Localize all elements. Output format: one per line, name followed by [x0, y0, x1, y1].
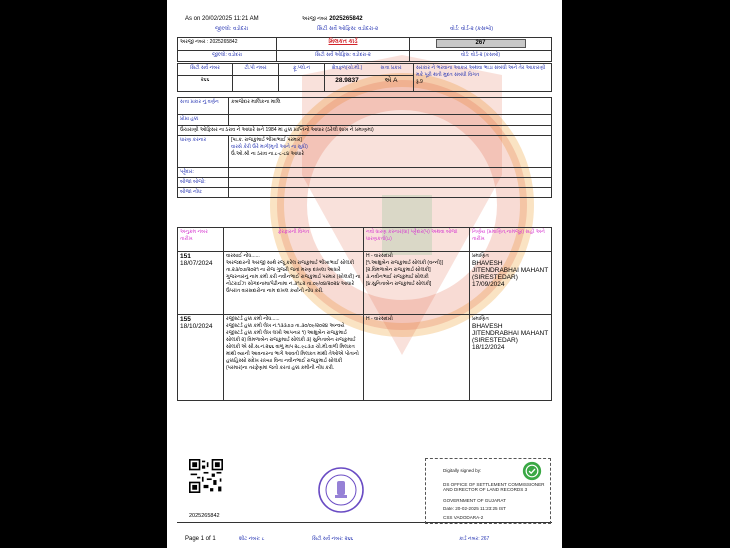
other-notes-label: બીજા નોંધ: — [178, 188, 229, 198]
card-ward: વોર્ડ: વોર્ડ-૨ (કસબો) — [410, 51, 552, 62]
signed-by-label: Digitally signed by: — [443, 468, 482, 473]
other-encumbrance-value — [229, 178, 552, 188]
lessee-label: પટ્ટેદાર: — [178, 168, 229, 178]
property-card-page — [167, 0, 562, 548]
details-line: રજીસ્ટર્ડ હક્ક કમી નોંધ...... — [226, 316, 280, 322]
card-number: 267 — [436, 39, 526, 48]
holder-line: ઉં.ઓ.શ્રી ના ઠરાવ ના.૮-૮-૮૪ આધારે — [231, 151, 304, 157]
col-area: ક્ષેત્રફળ(ચો.મી.) — [325, 64, 370, 76]
header-ward: વોર્ડ: વોર્ડ-૨ (કસબો) — [450, 26, 494, 32]
card-number-cell — [410, 38, 552, 51]
other-encumbrance-label: બીજા બોજો: — [178, 178, 229, 188]
holder-value — [229, 136, 552, 168]
details-line: અરજદારની અરજી સાથે રજૂ કરેલ રાજકુમાર્ઇ ભીખાભાઈ સોલંકી તા.૨૩/૦૭/૨૦૨૧ ના રોજ ગુજરી જતાં મરણ દાખલા આધારે ગુજરનારનું નામ કમી કરી નવીનભાઈ રાજકુમાર્ઇ પરમાર (સોલંકી) ના નોટરાઈઝ સોગંદનામા/પેઢીનામા નં.૩૧૮૨ તા.૦૯/૦૪/૨૦૨૪ આધારે ઉપરાંત વારસદારોના નામ દાખલ કર્યાની નોંધ કરી. — [226, 260, 361, 294]
assessment-header: સરકાર ને ભરવાના આકાર અથવા ભાડા સંબંધી અને તેર આકારણી મકે પૂરી થતી મુદત સંબંધી વિગત — [416, 65, 546, 78]
signer-name: DS OFFICE OF SETTLEMENT COMMISSIONER AND DIRECTOR OF LAND RECORDS 3 — [443, 482, 545, 492]
footer-card-text: કાર્ડ નંબર: 267 — [459, 536, 490, 542]
tenure-desc-value: કબજેદાર માલિકના માલિ — [229, 98, 552, 115]
col-tp-no: ટી.પી નંબર — [233, 64, 279, 76]
other-notes-value — [229, 188, 552, 198]
tenure-desc-label: સત્તા પ્રકાર નું વર્ણન — [178, 98, 229, 115]
card-title-text: મિલકત કાર્ડ — [328, 39, 358, 45]
holder-line: H - વારસદારો — [366, 253, 393, 259]
details-line: રજીસ્ટર્ડ હક્ક કમી લેખ નં.૧૩૩૭૭ તા.૩૦/૦૯/૨૦૨૪ અન્વયે રજીસ્ટર્ડ હક્ક કમી લેખ લખી આપનાર ૧) આશુબેન રાજકુમાર્ઇ સોલંકી ૨) વિમળાબેન રાજકુમાર્ઇ સોલંકી ૩) સુનિતાબેન રાજકુમાર્ઇ સોલંકી એ સી.સ.નં.૨૬૬ વાળુ માપ ૨૮.૯૮૩૭ ચો.મી.વાળી મિલકત માંથી વ્યાની આવનારના ભાગે આવતી મિલકત માંથી તેઓએ પોતાનો હક્કહિસ્સો સંદેખ રાખ્યા વિના નવીનભાઈ રાજકુમાર્ઇ સોલંકી (પરમાર)ના તરફેણમાં જતો કરતાં હક્ક કમીની નોંધ કરી. — [226, 323, 359, 371]
col-survey-no: સિટી સર્વે નંબર — [178, 64, 233, 76]
survey-no-value: ૨૬૬ — [178, 76, 233, 92]
signer-org: GOVERNMENT OF GUJARAT — [443, 498, 506, 503]
mutation-entry-no — [178, 315, 224, 401]
qr-number: 2025265842 — [189, 513, 220, 519]
mutation-decision — [470, 315, 552, 401]
signature-date: Date: 20-02-2025 11:23:25 IST — [443, 506, 506, 511]
header-application — [302, 16, 363, 22]
tp-no-value — [233, 76, 279, 92]
fp-no-value — [279, 76, 325, 92]
mutation-holders — [364, 252, 470, 315]
decision-officer: BHAVESH JITENDRABHAI MAHANT (SIRESTEDAR) — [472, 323, 549, 344]
footer-sheet: શીટ નંબર: ૮ — [239, 536, 265, 542]
easement-label: પ્રોપ્રા હક્ક — [178, 115, 229, 126]
card-title-table — [177, 37, 552, 62]
application-number: 2025265842 — [329, 16, 363, 22]
holder-line: [૨.વિમળાબેન રાજકુમાર્ઇ સોલંકી] — [366, 267, 431, 273]
holder-line: ૩.નવીનભાઈ રાજકુમાર્ઇ સોલંકી — [366, 274, 429, 280]
card-title — [277, 38, 410, 51]
decision-status: પ્રમાણિત — [472, 253, 489, 259]
mutation-row — [178, 252, 552, 315]
col-fp-no: ફૂ.પ્લો.નં — [279, 64, 325, 76]
easement-value — [229, 115, 552, 126]
holder-line: H - વારસદારો — [366, 316, 393, 322]
assessment-value: રૂ.9 — [416, 79, 423, 85]
mutation-header-decision: નિર્ણય (પ્રમાણિત,નામંજૂર) સહી અને તારીખ — [470, 228, 552, 252]
entry-date: 18/10/2024 — [180, 323, 213, 330]
lessee-value — [229, 168, 552, 178]
mutation-row — [178, 315, 552, 401]
mutation-holders — [364, 315, 470, 401]
details-line: વારસાઈ નોંધ...... — [226, 253, 260, 259]
order-note: ઉંચારાણી ઓફિસર ના ઠરાવ ને આધારે સને 1984 માં હક્ક પ્રાપ્તિનો આધાર (ઠરેલી શાખ ને પ્રમાણમાં) — [178, 126, 552, 136]
entry-number: 151 — [180, 253, 191, 260]
mutation-decision — [470, 252, 552, 315]
mutation-entry-no — [178, 252, 224, 315]
holder-line: વારસે કેરી ઉરે માર્ગ(મૃતી આને ના સુધી) — [231, 144, 308, 150]
area-value: 28.9837 — [325, 76, 370, 92]
card-district: જીલ્લો: વડોદરા — [178, 51, 277, 62]
footer-survey: સિટી સર્વે નંબર: ૨૬૬ — [312, 536, 354, 542]
holder-line: [૧.આશુબેન રાજકુમાર્ઇ સોલંકી (વન્ની)] — [366, 260, 443, 266]
mutation-table — [177, 227, 552, 401]
card-office: સિટી સર્વે ઓફિસ: વડોદરા-૨ — [277, 51, 410, 62]
as-on-timestamp: As on 20/02/2025 11:21 AM — [185, 16, 259, 22]
entry-date: 18/07/2024 — [180, 260, 213, 267]
header-office: સિટી સર્વે ઓફિસ: વડોદરા-૨ — [317, 26, 379, 32]
col-assessment — [414, 64, 552, 92]
card-application-ref: અરજી નંબર : 2025265842 — [178, 38, 277, 51]
footer-page: Page 1 of 1 — [185, 536, 216, 542]
tenure-value: એ A — [369, 76, 414, 92]
header-district: જીલ્લો: વડોદરા — [215, 26, 249, 32]
col-tenure: સત્તા પ્રકાર — [369, 64, 414, 76]
mutation-details — [224, 315, 364, 401]
holder-line: [પા.ક. રાજકુમાર્ઇ ભીખાભાઈ પરમાર] — [231, 137, 302, 143]
qr-code — [189, 459, 223, 493]
office-seal — [317, 466, 365, 514]
signature-office: CSS VADODARA-2 — [443, 515, 484, 520]
mutation-header-holders: નવો ધારણ કરનાર(ધા) પટ્ટેદાર(પ) અથવા બોજા ધારણકર્તા(ઇ) — [364, 228, 470, 252]
decision-officer: BHAVESH JITENDRABHAI MAHANT (SIRESTEDAR) — [472, 260, 549, 281]
entry-number: 155 — [180, 316, 191, 323]
decision-date: 18/12/2024 — [472, 344, 505, 351]
holder-label: ધારણ કરનાર — [178, 136, 229, 168]
decision-date: 17/09/2024 — [472, 281, 505, 288]
details-table — [177, 97, 552, 198]
mutation-details — [224, 252, 364, 315]
mutation-header-no: અનુક્રમ નંબર તારીખ — [178, 228, 224, 252]
verified-check-icon — [522, 461, 542, 481]
application-label: અરજી નંબર — [302, 16, 328, 22]
property-table — [177, 63, 552, 92]
digital-signature-box — [425, 458, 551, 524]
holder-line: [૪.સુનિતાબેન રાજકુમાર્ઇ સોલંકી] — [366, 281, 432, 287]
footer-card — [459, 536, 489, 542]
mutation-header-details: ફેરફારની વિગત — [224, 228, 364, 252]
decision-status: પ્રમાણિત — [472, 316, 489, 322]
